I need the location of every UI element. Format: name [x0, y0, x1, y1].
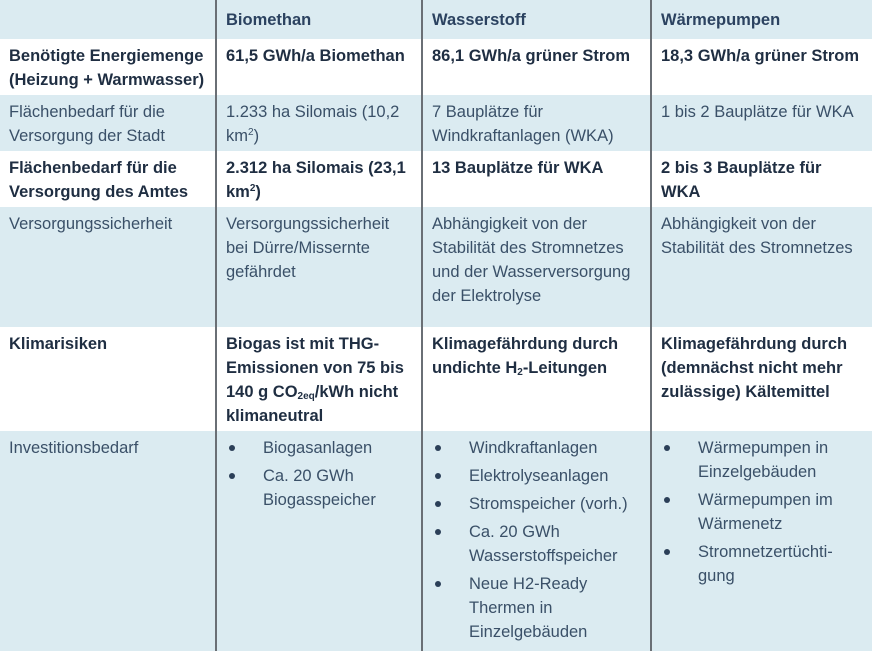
bullet-icon: [435, 581, 441, 587]
row-label: Flächenbedarf für die Versorgung des Amtes: [9, 159, 189, 201]
cell-waermepumpen: 18,3 GWh/a grüner Strom: [651, 39, 872, 95]
row-label: Klimarisiken: [9, 335, 108, 353]
cell-biomethan: [216, 95, 422, 151]
list-item: [226, 464, 411, 512]
bullet-icon: [229, 473, 235, 479]
row-versorgungssicherheit: [0, 207, 872, 327]
superscript: 2: [248, 127, 254, 138]
list-item: [432, 436, 640, 460]
list-item: [226, 436, 411, 460]
cell-biomethan: Versorgungssicherheit bei Dürre/Missernte gefährdet: [216, 207, 422, 327]
row-investitionsbedarf: [0, 431, 872, 651]
bullet-icon: [664, 549, 670, 555]
cell-text: 2.312 ha Silomais (23,1 km: [226, 159, 406, 201]
list-item: [432, 492, 640, 516]
row-label: Benötigte Energiemenge (Heizung + Warmwasser): [9, 47, 205, 89]
row-energiemenge: [0, 39, 872, 95]
bullet-icon: [664, 497, 670, 503]
superscript: 2: [249, 183, 256, 194]
list-item-text: Stromnetzertüchti-gung: [698, 543, 833, 585]
row-label: Investitionsbedarf: [9, 439, 139, 457]
cell-wasserstoff: [422, 431, 651, 651]
cell-waermepumpen: [651, 431, 872, 651]
list-item: [661, 488, 862, 536]
cell-biomethan: [216, 327, 422, 431]
row-klimarisiken: [0, 327, 872, 431]
cell-text-end: /kWh nicht klimaneutral: [226, 383, 399, 425]
bullet-icon: [435, 529, 441, 535]
row-flaeche-amt: [0, 151, 872, 207]
cell-suffix: ): [253, 127, 260, 145]
bullet-list: [432, 436, 640, 644]
cell-suffix: ): [255, 183, 261, 201]
cell-text: Klimagefährdung durch undichte H: [432, 335, 619, 377]
row-label: Flächenbedarf für die Versorgung der Stadt: [9, 103, 165, 145]
row-flaeche-stadt: [0, 95, 872, 151]
cell-text: Biogas ist mit THG-Emissionen von 75 bis 140 g CO: [226, 335, 404, 401]
list-item: [661, 436, 862, 484]
bullet-icon: [664, 445, 670, 451]
bullet-icon: [435, 445, 441, 451]
list-item-text: Ca. 20 GWh Biogasspeicher: [263, 467, 376, 509]
list-item: [432, 572, 640, 644]
list-item-text: Ca. 20 GWh Wasserstoffspeicher: [469, 523, 618, 565]
list-item: [432, 520, 640, 568]
cell-wasserstoff: Abhängigkeit von der Stabilität des Stromnetzes und der Wasserversorgung der Elektrolyse: [422, 207, 651, 327]
list-item: [661, 540, 862, 588]
subscript: 2eq: [297, 391, 315, 402]
cell-waermepumpen: 1 bis 2 Bauplätze für WKA: [651, 95, 872, 151]
cell-waermepumpen: 2 bis 3 Bauplätze für WKA: [651, 151, 872, 207]
list-item-text: Wärmepumpen im Wärmenetz: [698, 491, 833, 533]
cell-biomethan: [216, 431, 422, 651]
bullet-icon: [435, 501, 441, 507]
header-row: [0, 0, 872, 39]
list-item-text: Windkraftanlagen: [469, 439, 598, 457]
list-item-text: Wärmepumpen in Einzelgebäuden: [698, 439, 829, 481]
list-item-text: Biogasanlagen: [263, 439, 373, 457]
cell-waermepumpen: Abhängigkeit von der Stabilität des Stromnetzes: [651, 207, 872, 327]
list-item-text: Neue H2-Ready Thermen in Einzelgebäuden: [469, 575, 588, 641]
list-item: [432, 464, 640, 488]
header-corner: [0, 0, 216, 39]
bullet-icon: [435, 473, 441, 479]
list-item-text: Stromspeicher (vorh.): [469, 495, 628, 513]
list-item-text: Elektrolyseanlagen: [469, 467, 609, 485]
bullet-icon: [229, 445, 235, 451]
cell-text: 1.233 ha Silomais (10,2 km: [226, 103, 400, 145]
header-waermepumpen: Wärmepumpen: [651, 0, 872, 39]
cell-wasserstoff: 86,1 GWh/a grüner Strom: [422, 39, 651, 95]
bullet-list: [661, 436, 862, 588]
bullet-list: [226, 436, 411, 512]
cell-wasserstoff: 13 Bauplätze für WKA: [422, 151, 651, 207]
row-label: Versorgungssicherheit: [9, 215, 173, 233]
cell-wasserstoff: [422, 327, 651, 431]
header-biomethan: Biomethan: [216, 0, 422, 39]
cell-waermepumpen: Klimagefährdung durch (demnächst nicht mehr zulässige) Kältemittel: [651, 327, 872, 431]
subscript: 2: [517, 367, 523, 378]
cell-biomethan: [216, 151, 422, 207]
cell-wasserstoff: 7 Bauplätze für Windkraftanlagen (WKA): [422, 95, 651, 151]
cell-text-end: -Leitungen: [522, 359, 608, 377]
header-wasserstoff: Wasserstoff: [422, 0, 651, 39]
cell-biomethan: 61,5 GWh/a Biomethan: [216, 39, 422, 95]
